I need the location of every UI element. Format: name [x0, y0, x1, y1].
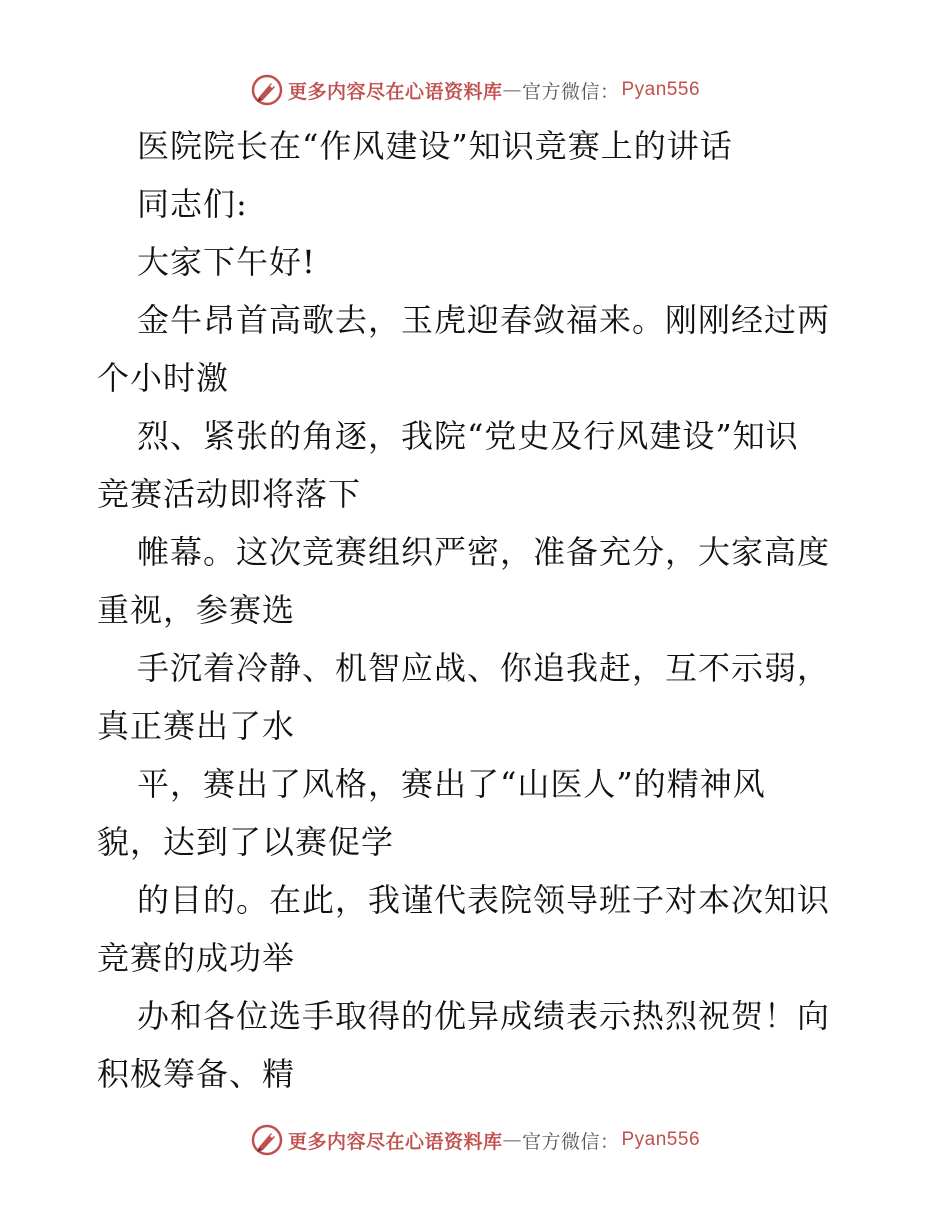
document-line: 金牛昂首高歌去，玉虎迎春敛福来。刚刚经过两 — [137, 301, 831, 339]
document-line: 积极筹备、精 — [97, 1055, 296, 1093]
watermark-main-text: 更多内容尽在心语资料库 — [287, 80, 503, 103]
document-line: 重视，参赛选 — [97, 591, 296, 629]
watermark-main-text: 更多内容尽在心语资料库 — [287, 1130, 503, 1153]
footer-watermark-banner — [0, 1120, 950, 1160]
watermark-wechat-label: 官方微信： — [521, 1130, 620, 1153]
document-line: 貌，达到了以赛促学 — [97, 823, 395, 861]
watermark-wechat-id: Pyan556 — [621, 1129, 701, 1150]
document-line: 个小时激 — [97, 359, 230, 397]
document-line: 办和各位选手取得的优异成绩表示热烈祝贺！向 — [137, 997, 831, 1035]
watermark-wechat-label: 官方微信： — [521, 80, 620, 103]
document-line: 同志们: — [137, 185, 248, 223]
document-line: 的目的。在此，我谨代表院领导班子对本次知识 — [137, 881, 831, 919]
pen-nib-logo-icon — [250, 1123, 284, 1157]
watermark-wechat-id: Pyan556 — [621, 79, 701, 100]
document-line: 烈、紧张的角逐，我院“党史及行风建设”知识 — [137, 417, 799, 455]
document-line: 竞赛的成功举 — [97, 939, 296, 977]
document-line: 竞赛活动即将落下 — [97, 475, 362, 513]
document-body — [97, 117, 857, 1103]
document-line: 手沉着冷静、机智应战、你追我赶，互不示弱， — [137, 649, 831, 687]
header-watermark-banner — [0, 70, 950, 110]
document-line: 帷幕。这次竞赛组织严密，准备充分，大家高度 — [137, 533, 831, 571]
watermark-dash: — — [502, 79, 522, 101]
document-line: 平，赛出了风格，赛出了“山医人”的精神风 — [137, 765, 766, 803]
pen-nib-logo-icon — [250, 73, 284, 107]
document-line: 真正赛出了水 — [97, 707, 296, 745]
watermark-dash: — — [502, 1129, 522, 1151]
document-line: 大家下午好! — [137, 243, 316, 281]
document-line: 医院院长在“作风建设”知识竞赛上的讲话 — [137, 127, 733, 165]
